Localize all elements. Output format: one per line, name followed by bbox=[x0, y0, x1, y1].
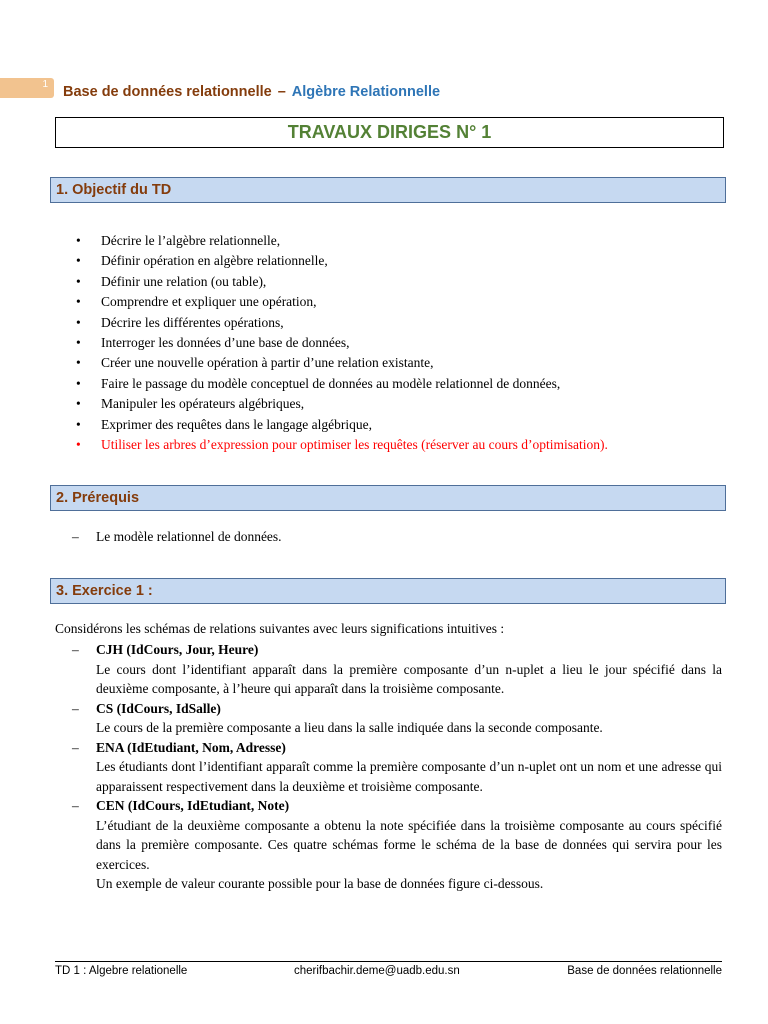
objectives-list bbox=[76, 231, 716, 455]
section-heading-prerequis: 2. Prérequis bbox=[50, 485, 726, 511]
schema-name: CJH (IdCours, Jour, Heure) bbox=[96, 642, 259, 657]
schema-name: CS (IdCours, IdSalle) bbox=[96, 700, 221, 716]
prerequis-item: – Le modèle relationnel de données. bbox=[72, 529, 282, 544]
schema-description: L’étudiant de la deuxième composante a obtenu la note spécifiée dans la troisième composante au cours spécifié dans la première composante. Ces quatre schémas forme le schéma de la base de données qui servira pour les exercices. bbox=[96, 817, 722, 872]
objective-item: • Manipuler les opérateurs algébriques, bbox=[76, 394, 716, 414]
objective-item: • Définir une relation (ou table), bbox=[76, 272, 716, 292]
schema-item: – CS (IdCours, IdSalle) Le cours de la première composante a lieu dans la salle indiquée dans la seconde composante. bbox=[72, 699, 722, 738]
schema-item: – CJH (IdCours, Jour, Heure) Le cours dont l’identifiant apparaît dans la première composante d’un n-uplet a lieu le jour spécifié dans la deuxième composante, à l’heure qui apparaît dans la troisième composante. bbox=[72, 640, 722, 699]
page-number: 1 bbox=[42, 79, 48, 90]
footer-email: cherifbachir.deme@uadb.edu.sn bbox=[294, 965, 460, 977]
objective-item: • Créer une nouvelle opération à partir d’une relation existante, bbox=[76, 353, 716, 373]
objective-item-highlight: • Utiliser les arbres d’expression pour optimiser les requêtes (réserver au cours d’optimisation). bbox=[76, 435, 716, 455]
document-title: TRAVAUX DIRIGES N° 1 bbox=[55, 117, 724, 148]
footer-left: TD 1 : Algebre relationelle bbox=[55, 965, 188, 977]
example-line: Un exemple de valeur courante possible pour la base de données figure ci-dessous. bbox=[96, 876, 544, 891]
header-topic: Algèbre Relationnelle bbox=[291, 84, 441, 100]
schema-item: – CEN (IdCours, IdEtudiant, Note) L’étudiant de la deuxième composante a obtenu la note spécifiée dans la troisième composante au cours spécifié dans la première composante. Ces quatre schémas forme le schéma de la base de données qui servira pour les exercices. Un exemple de valeur courante possible pour la base de données figure ci-dessous. bbox=[72, 796, 722, 894]
header-course-title: Base de données relationnelle bbox=[63, 84, 272, 100]
objective-item: • Décrire les différentes opérations, bbox=[76, 313, 716, 333]
schema-name: CEN (IdCours, IdEtudiant, Note) bbox=[96, 798, 290, 813]
objective-item: • Interroger les données d’une base de données, bbox=[76, 333, 716, 353]
objective-item: • Exprimer des requêtes dans le langage algébrique, bbox=[76, 415, 716, 435]
schema-item: – ENA (IdEtudiant, Nom, Adresse) Les étudiants dont l’identifiant apparaît comme la première composante d’un n-uplet ont un nom et une adresse qui apparaissent respectivement dans la deuxième et troisième composante. bbox=[72, 738, 722, 797]
objective-item: • Faire le passage du modèle conceptuel de données au modèle relationnel de données, bbox=[76, 374, 716, 394]
prerequis-text: Le modèle relationnel de données. bbox=[96, 529, 282, 544]
schema-description: Les étudiants dont l’identifiant apparaît comme la première composante d’un n-uplet ont un nom et une adresse qui apparaissent respectivement dans la deuxième et troisième composante. bbox=[96, 759, 722, 794]
objective-item: • Comprendre et expliquer une opération, bbox=[76, 292, 716, 312]
schema-description: Le cours dont l’identifiant apparaît dans la première composante d’un n-uplet a lieu le jour spécifié dans la deuxième composante, à l’heure qui apparaît dans la troisième composante. bbox=[96, 661, 722, 696]
running-header bbox=[63, 84, 440, 100]
schema-list bbox=[72, 640, 722, 894]
schema-name: ENA (IdEtudiant, Nom, Adresse) bbox=[96, 739, 286, 755]
footer-divider bbox=[55, 961, 722, 962]
header-separator: – bbox=[277, 84, 286, 100]
objective-item: • Décrire le l’algèbre relationnelle, bbox=[76, 231, 716, 251]
objective-item: • Définir opération en algèbre relationnelle, bbox=[76, 251, 716, 271]
footer-right: Base de données relationnelle bbox=[567, 965, 722, 977]
page-number-tab bbox=[0, 78, 54, 98]
exercise-intro: Considérons les schémas de relations suivantes avec leurs significations intuitives : bbox=[55, 621, 505, 636]
schema-description: Le cours de la première composante a lieu dans la salle indiquée dans la seconde composante. bbox=[96, 720, 603, 735]
section-heading-objectif: 1. Objectif du TD bbox=[50, 177, 726, 203]
section-heading-exercice: 3. Exercice 1 : bbox=[50, 578, 726, 604]
